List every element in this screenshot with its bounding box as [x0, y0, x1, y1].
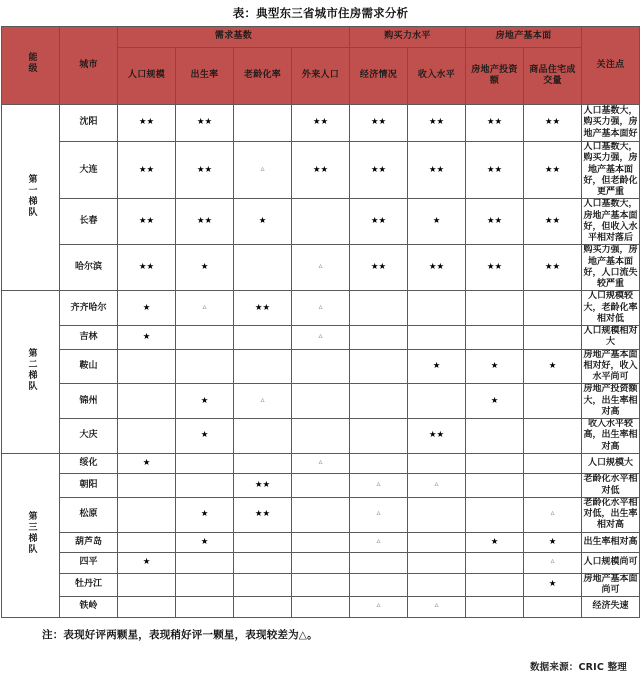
rating-cell — [234, 142, 292, 199]
rating-cell — [176, 142, 234, 199]
rating-cell — [466, 597, 524, 618]
rating-symbol: ★ — [258, 216, 267, 227]
header-col-population-scale: 人口规模 — [118, 48, 176, 105]
rating-cell — [524, 349, 582, 384]
city-cell: 吉林 — [60, 326, 118, 350]
rating-cell — [176, 573, 234, 597]
rating-symbol: △ — [318, 263, 323, 270]
rating-cell — [524, 553, 582, 574]
table-row — [2, 553, 640, 574]
rating-cell — [176, 326, 234, 350]
rating-cell — [176, 474, 234, 498]
rating-cell — [408, 532, 466, 553]
city-cell: 四平 — [60, 553, 118, 574]
rating-cell — [408, 199, 466, 245]
rating-cell — [292, 326, 350, 350]
rating-cell — [292, 291, 350, 326]
rating-cell — [292, 245, 350, 291]
focus-cell: 人口规模相对大 — [583, 326, 638, 348]
city-cell: 沈阳 — [60, 105, 118, 142]
rating-symbol: △ — [376, 510, 381, 517]
rating-cell — [408, 453, 466, 474]
rating-cell — [524, 497, 582, 532]
rating-cell — [118, 199, 176, 245]
rating-cell — [118, 326, 176, 350]
rating-symbol: ★★ — [370, 216, 387, 227]
rating-symbol: ★ — [142, 302, 151, 313]
focus-cell: 购买力强，房地产基本面好，人口流失较严重 — [583, 245, 638, 289]
rating-cell — [524, 199, 582, 245]
rating-cell — [176, 453, 234, 474]
rating-symbol: ★★ — [196, 164, 213, 175]
rating-cell — [466, 291, 524, 326]
rating-cell — [234, 105, 292, 142]
rating-cell — [292, 384, 350, 419]
rating-cell — [466, 532, 524, 553]
rating-symbol: ★ — [142, 557, 151, 568]
city-cell: 朝阳 — [60, 474, 118, 498]
rating-symbol: ★ — [432, 360, 441, 371]
header-group-row — [2, 27, 640, 48]
rating-cell — [408, 553, 466, 574]
rating-symbol: △ — [376, 602, 381, 609]
rating-cell — [350, 532, 408, 553]
rating-symbol: ★ — [200, 536, 209, 547]
rating-cell — [292, 349, 350, 384]
rating-cell — [408, 105, 466, 142]
rating-symbol: ★★ — [544, 262, 561, 273]
rating-symbol: ★★ — [544, 117, 561, 128]
rating-symbol: ★ — [200, 509, 209, 519]
rating-cell — [118, 142, 176, 199]
focus-cell: 老龄化水平相对低，出生率相对高 — [583, 497, 638, 531]
rating-cell — [466, 497, 524, 532]
focus-cell: 人口规模大 — [582, 453, 640, 474]
rating-cell — [292, 597, 350, 618]
rating-cell — [350, 453, 408, 474]
focus-cell: 人口基数大，购买力强，房地产基本面好 — [582, 105, 640, 142]
focus-cell: 人口规模尚可 — [582, 553, 640, 574]
rating-cell — [234, 532, 292, 553]
rating-cell — [466, 384, 524, 419]
rating-cell — [234, 497, 292, 532]
city-cell: 齐齐哈尔 — [60, 291, 118, 326]
rating-symbol: ★★ — [370, 164, 387, 175]
rating-cell — [292, 105, 350, 142]
rating-cell — [350, 474, 408, 498]
rating-cell — [524, 474, 582, 498]
rating-cell — [524, 142, 582, 199]
tier-label: 第二梯队 — [26, 347, 37, 392]
rating-cell — [524, 532, 582, 553]
focus-cell: 人口基数大，购买力强，房地产基本面好，但老龄化更严重 — [583, 142, 638, 197]
rating-symbol: △ — [202, 303, 207, 310]
rating-symbol: △ — [550, 558, 555, 565]
header-city: 城市 — [60, 27, 118, 105]
rating-cell — [118, 419, 176, 454]
rating-cell — [408, 419, 466, 454]
rating-cell — [408, 142, 466, 199]
rating-symbol: ★ — [490, 536, 499, 547]
table-row — [2, 497, 640, 532]
rating-cell — [234, 199, 292, 245]
rating-symbol: ★ — [548, 536, 557, 547]
rating-symbol: △ — [550, 510, 555, 517]
table-row — [2, 453, 640, 474]
rating-cell — [176, 384, 234, 419]
rating-cell — [234, 474, 292, 498]
rating-symbol: △ — [434, 481, 439, 488]
rating-symbol: ★★ — [544, 216, 561, 227]
rating-symbol: ★ — [200, 262, 209, 273]
rating-cell — [176, 419, 234, 454]
rating-cell — [524, 453, 582, 474]
tier-label: 第一梯队 — [26, 173, 37, 218]
rating-cell — [234, 597, 292, 618]
page-title: 表：典型东三省城市住房需求分析 — [232, 6, 409, 20]
header-col-residential-transaction: 商品住宅成交量 — [524, 48, 582, 105]
table-note: 注：表现好评两颗星，表现稍好评一颗星，表现较差为△。 — [42, 628, 318, 641]
header-col-migrant-population: 外来人口 — [292, 48, 350, 105]
header-focus: 关注点 — [582, 27, 640, 105]
rating-cell — [176, 245, 234, 291]
rating-cell — [234, 419, 292, 454]
city-cell: 葫芦岛 — [60, 532, 118, 553]
rating-cell — [466, 573, 524, 597]
rating-cell — [350, 199, 408, 245]
header-col-aging-rate: 老龄化率 — [234, 48, 292, 105]
table-header — [2, 27, 640, 105]
rating-cell — [408, 497, 466, 532]
city-cell: 大庆 — [60, 419, 118, 454]
rating-cell — [350, 497, 408, 532]
focus-cell: 收入水平较高，出生率相对高 — [583, 419, 638, 452]
rating-cell — [234, 453, 292, 474]
table-row — [2, 142, 640, 199]
rating-symbol: △ — [318, 333, 323, 339]
rating-cell — [292, 573, 350, 597]
rating-symbol: ★★ — [254, 479, 271, 490]
rating-cell — [118, 245, 176, 291]
rating-symbol: ★ — [432, 216, 441, 227]
tier-label: 第三梯队 — [26, 511, 37, 555]
rating-cell — [350, 553, 408, 574]
housing-demand-table — [1, 26, 640, 618]
data-source: 数据来源：CRIC 整理 — [529, 661, 627, 673]
table-row — [2, 349, 640, 384]
rating-cell — [118, 497, 176, 532]
tier-cell — [2, 291, 60, 454]
rating-symbol: ★ — [200, 430, 209, 441]
header-group-real-estate: 房地产基本面 — [466, 27, 582, 48]
rating-symbol: ★★ — [370, 117, 387, 128]
city-cell: 锦州 — [60, 384, 118, 419]
rating-cell — [292, 199, 350, 245]
rating-cell — [118, 349, 176, 384]
rating-cell — [118, 553, 176, 574]
rating-symbol: △ — [318, 303, 323, 310]
rating-symbol: ★★ — [196, 216, 213, 227]
rating-cell — [350, 419, 408, 454]
rating-cell — [524, 573, 582, 597]
rating-symbol: ★★ — [544, 164, 561, 175]
rating-cell — [466, 105, 524, 142]
city-cell: 哈尔滨 — [60, 245, 118, 291]
focus-cell: 人口基数大，房地产基本面好，但收入水平相对落后 — [583, 199, 638, 243]
rating-cell — [118, 453, 176, 474]
rating-cell — [292, 532, 350, 553]
rating-cell — [524, 384, 582, 419]
rating-cell — [118, 105, 176, 142]
rating-symbol: ★★ — [370, 262, 387, 273]
rating-symbol: ★★ — [428, 164, 445, 175]
rating-cell — [466, 199, 524, 245]
focus-cell: 经济失速 — [582, 597, 640, 618]
rating-symbol: ★ — [200, 395, 209, 406]
rating-symbol: △ — [434, 602, 439, 609]
header-tier — [2, 27, 60, 105]
header-col-economy: 经济情况 — [350, 48, 408, 105]
rating-cell — [234, 245, 292, 291]
focus-cell: 房地产基本面相对好，收入水平尚可 — [583, 349, 638, 382]
rating-cell — [466, 326, 524, 350]
rating-symbol: ★ — [548, 360, 557, 371]
rating-cell — [234, 291, 292, 326]
rating-symbol: ★★ — [138, 164, 155, 175]
tier-cell — [2, 105, 60, 291]
rating-cell — [176, 553, 234, 574]
rating-cell — [524, 291, 582, 326]
rating-cell — [234, 384, 292, 419]
city-cell: 绥化 — [60, 453, 118, 474]
rating-cell — [176, 497, 234, 532]
rating-cell — [176, 105, 234, 142]
rating-cell — [350, 384, 408, 419]
rating-symbol: ★★ — [138, 117, 155, 128]
table-row — [2, 384, 640, 419]
rating-cell — [234, 553, 292, 574]
rating-cell — [524, 597, 582, 618]
table-row — [2, 597, 640, 618]
rating-cell — [176, 291, 234, 326]
rating-cell — [118, 597, 176, 618]
rating-cell — [350, 326, 408, 350]
city-cell: 铁岭 — [60, 597, 118, 618]
rating-cell — [524, 419, 582, 454]
rating-cell — [350, 349, 408, 384]
city-cell: 鞍山 — [60, 349, 118, 384]
rating-symbol: ★ — [142, 331, 151, 342]
rating-cell — [524, 326, 582, 350]
rating-cell — [524, 105, 582, 142]
rating-cell — [292, 474, 350, 498]
city-cell: 长春 — [60, 199, 118, 245]
rating-symbol: ★★ — [138, 262, 155, 273]
rating-symbol: ★★ — [196, 117, 213, 128]
rating-cell — [408, 474, 466, 498]
rating-symbol: ★★ — [312, 117, 329, 128]
table-row — [2, 326, 640, 350]
rating-cell — [292, 419, 350, 454]
header-group-demand-base: 需求基数 — [118, 27, 350, 48]
table-body — [2, 105, 640, 618]
rating-cell — [292, 142, 350, 199]
city-cell: 大连 — [60, 142, 118, 199]
rating-cell — [408, 573, 466, 597]
rating-symbol: ★★ — [428, 430, 445, 441]
rating-cell — [234, 573, 292, 597]
rating-cell — [118, 532, 176, 553]
rating-cell — [176, 199, 234, 245]
table-row — [2, 573, 640, 597]
rating-cell — [234, 326, 292, 350]
header-col-birth-rate: 出生率 — [176, 48, 234, 105]
rating-cell — [466, 453, 524, 474]
rating-symbol: ★★ — [254, 509, 271, 519]
rating-cell — [118, 474, 176, 498]
rating-symbol: ★★ — [486, 117, 503, 128]
rating-symbol: ★ — [142, 457, 151, 468]
rating-cell — [350, 142, 408, 199]
rating-cell — [466, 419, 524, 454]
rating-cell — [292, 553, 350, 574]
header-col-income-level: 收入水平 — [408, 48, 466, 105]
rating-symbol: ★ — [548, 579, 557, 590]
rating-cell — [176, 349, 234, 384]
rating-cell — [408, 245, 466, 291]
table-row — [2, 105, 640, 142]
rating-symbol: ★★ — [486, 262, 503, 273]
rating-symbol: ★★ — [428, 117, 445, 128]
rating-cell — [408, 291, 466, 326]
rating-cell — [176, 532, 234, 553]
rating-cell — [524, 245, 582, 291]
rating-symbol: ★★ — [312, 164, 329, 175]
focus-cell: 出生率相对高 — [582, 532, 640, 553]
rating-cell — [408, 349, 466, 384]
rating-cell — [118, 573, 176, 597]
focus-cell: 房地产基本面尚可 — [583, 573, 638, 595]
rating-cell — [466, 349, 524, 384]
rating-cell — [350, 105, 408, 142]
table-row — [2, 291, 640, 326]
rating-symbol: △ — [376, 538, 381, 544]
focus-cell: 老龄化水平相对低 — [583, 474, 638, 496]
focus-cell: 房地产投资额大，出生率相对高 — [583, 384, 638, 417]
rating-cell — [292, 497, 350, 532]
table-row — [2, 199, 640, 245]
rating-symbol: △ — [318, 459, 323, 466]
city-cell: 松原 — [60, 497, 118, 532]
rating-symbol: △ — [260, 165, 265, 172]
rating-cell — [408, 384, 466, 419]
focus-cell: 人口规模较大，老龄化率相对低 — [583, 291, 638, 324]
rating-cell — [350, 597, 408, 618]
table-row — [2, 419, 640, 454]
rating-symbol: ★ — [490, 395, 499, 406]
table-row — [2, 474, 640, 498]
rating-cell — [292, 453, 350, 474]
rating-cell — [118, 384, 176, 419]
rating-cell — [466, 142, 524, 199]
rating-cell — [350, 291, 408, 326]
rating-cell — [408, 597, 466, 618]
header-tier-label: 能级 — [26, 52, 37, 75]
rating-cell — [466, 245, 524, 291]
rating-symbol: ★★ — [138, 216, 155, 227]
rating-symbol: ★ — [490, 360, 499, 371]
rating-cell — [176, 597, 234, 618]
header-col-realestate-investment: 房地产投资额 — [466, 48, 524, 105]
header-group-purchasing-power: 购买力水平 — [350, 27, 466, 48]
rating-cell — [234, 349, 292, 384]
table-row — [2, 532, 640, 553]
rating-cell — [408, 326, 466, 350]
rating-symbol: ★★ — [486, 164, 503, 175]
city-cell: 牡丹江 — [60, 573, 118, 597]
rating-cell — [466, 553, 524, 574]
rating-symbol: △ — [376, 481, 381, 488]
tier-cell — [2, 453, 60, 617]
table-row — [2, 245, 640, 291]
rating-cell — [350, 573, 408, 597]
rating-cell — [118, 291, 176, 326]
rating-symbol: △ — [260, 396, 265, 403]
rating-symbol: ★★ — [254, 302, 271, 313]
rating-cell — [466, 474, 524, 498]
rating-symbol: ★★ — [486, 216, 503, 227]
rating-cell — [350, 245, 408, 291]
rating-symbol: ★★ — [428, 262, 445, 273]
